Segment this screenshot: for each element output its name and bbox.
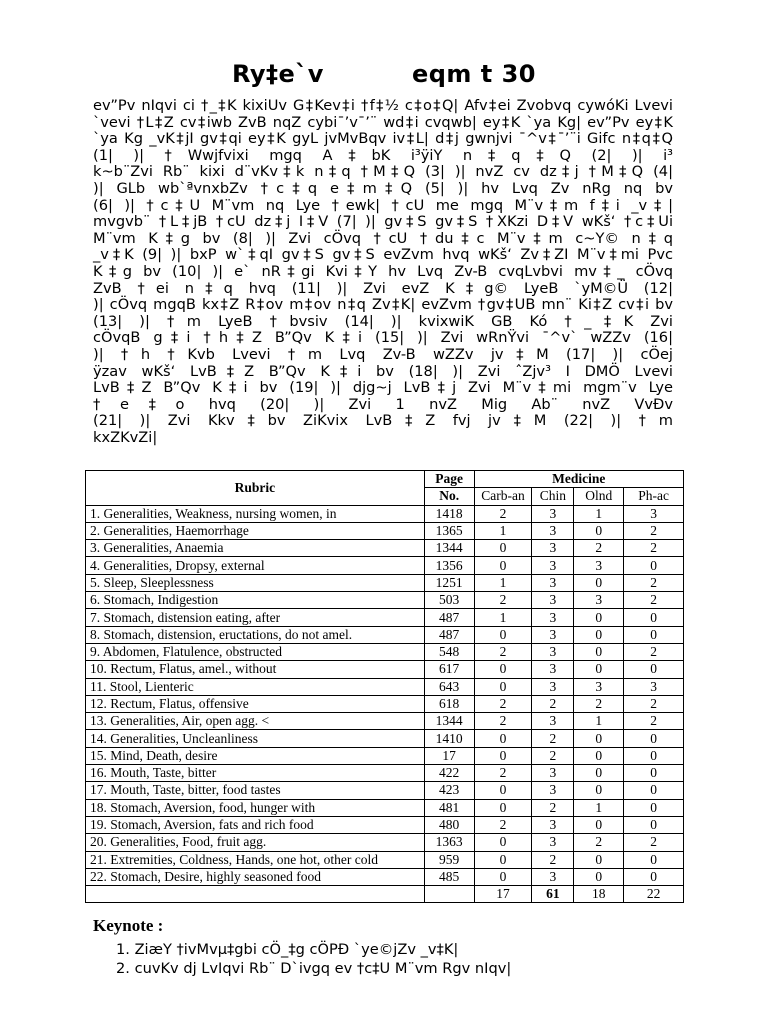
page-cell: 1363	[424, 834, 474, 851]
medicine-score-cell: 3	[532, 678, 574, 695]
medicine-score-cell: 0	[624, 730, 684, 747]
paragraph-line: M¨vm K‡g bv (8| )| Zvi cÖvq †cU †du‡c M¨v‡m c~Y© n‡q	[93, 229, 673, 247]
medicine-score-cell: 2	[474, 816, 532, 833]
medicine-score-cell: 0	[574, 765, 624, 782]
repertorisation-table	[85, 470, 684, 903]
medicine-score-cell: 0	[624, 816, 684, 833]
medicine-score-cell: 0	[574, 643, 624, 660]
page-cell: 481	[424, 799, 474, 816]
table-row	[86, 730, 684, 747]
table-row	[86, 661, 684, 678]
rubric-cell: 21. Extremities, Coldness, Hands, one hot, other cold	[86, 851, 425, 868]
medicine-score-cell: 3	[532, 834, 574, 851]
medicine-score-cell: 2	[574, 834, 624, 851]
medicine-score-cell: 0	[474, 557, 532, 574]
table-row	[86, 592, 684, 609]
medicine-score-cell: 2	[474, 695, 532, 712]
medicine-score-cell: 0	[574, 782, 624, 799]
medicine-score-cell: 2	[532, 695, 574, 712]
table-row	[86, 816, 684, 833]
medicine-score-cell: 0	[624, 799, 684, 816]
totals-empty-cell	[86, 886, 425, 903]
medicine-score-cell: 0	[474, 868, 532, 885]
medicine-score-cell: 0	[474, 851, 532, 868]
page-header-line-2: No.	[424, 488, 474, 505]
medicine-score-cell: 3	[532, 574, 574, 591]
medicine-score-cell: 3	[532, 713, 574, 730]
medicine-score-cell: 1	[474, 522, 532, 539]
page-cell: 617	[424, 661, 474, 678]
medicine-score-cell: 0	[474, 782, 532, 799]
medicine-score-cell: 3	[532, 661, 574, 678]
medicine-score-cell: 3	[532, 540, 574, 557]
medicine-score-cell: 1	[474, 574, 532, 591]
table-row	[86, 643, 684, 660]
medicine-score-cell: 0	[624, 747, 684, 764]
medicine-score-cell: 0	[574, 868, 624, 885]
paragraph-line: (21| )| Zvi Kkv‡bv ZiKvix LvB‡Z fvj jv‡M (22| )| †m	[93, 412, 673, 430]
page-cell: 1356	[424, 557, 474, 574]
medicine-header: Medicine	[474, 471, 683, 488]
medicine-score-cell: 0	[624, 626, 684, 643]
medicine-score-cell: 0	[624, 609, 684, 626]
medicine-score-cell: 0	[574, 661, 624, 678]
medicine-score-cell: 2	[624, 522, 684, 539]
medicine-score-cell: 0	[474, 626, 532, 643]
medicine-score-cell: 2	[474, 505, 532, 522]
page-title	[0, 60, 768, 88]
medicine-score-cell: 2	[532, 851, 574, 868]
paragraph-line: (1| )| †Wwjfvixi mgq A‡bK i³ÿiY n‡q‡Q (2| )| i³	[93, 146, 673, 164]
medicine-score-cell: 3	[624, 678, 684, 695]
paragraph-line: kxZKvZi|	[93, 428, 158, 446]
medicine-score-cell: 0	[574, 626, 624, 643]
medicine-score-cell: 0	[474, 540, 532, 557]
medicine-score-cell: 2	[624, 592, 684, 609]
rubric-cell: 20. Generalities, Food, fruit agg.	[86, 834, 425, 851]
medicine-score-cell: 3	[574, 592, 624, 609]
rubric-cell: 9. Abdomen, Flatulence, obstructed	[86, 643, 425, 660]
medicine-score-cell: 2	[474, 713, 532, 730]
table-row	[86, 834, 684, 851]
total-score-cell: 18	[574, 886, 624, 903]
medicine-score-cell: 3	[532, 626, 574, 643]
medicine-score-cell: 3	[532, 816, 574, 833]
medicine-score-cell: 0	[574, 851, 624, 868]
rubric-cell: 14. Generalities, Uncleanliness	[86, 730, 425, 747]
medicine-score-cell: 0	[574, 747, 624, 764]
page-cell: 618	[424, 695, 474, 712]
medicine-score-cell: 2	[532, 799, 574, 816]
table-row	[86, 574, 684, 591]
medicine-header-olnd: Olnd	[574, 488, 624, 505]
table-row	[86, 626, 684, 643]
rubric-header: Rubric	[86, 471, 425, 506]
medicine-score-cell: 2	[474, 765, 532, 782]
rubric-cell: 3. Generalities, Anaemia	[86, 540, 425, 557]
rubric-cell: 1. Generalities, Weakness, nursing women, in	[86, 505, 425, 522]
rubric-cell: 5. Sleep, Sleeplessness	[86, 574, 425, 591]
medicine-score-cell: 3	[532, 782, 574, 799]
medicine-score-cell: 2	[574, 695, 624, 712]
paragraph-line: mvgvb¨ †L‡jB †cU dz‡j I‡V (7| )| gv‡S gv‡S †XKzi D‡V wKš‘ †c‡Ui	[93, 213, 673, 231]
medicine-header-carb-an: Carb-an	[474, 488, 532, 505]
total-score-cell: 61	[532, 886, 574, 903]
table-row	[86, 713, 684, 730]
paragraph-line: (6| )| †c‡U M¨vm nq Lye †ewk| †cU me mgq M¨v‡m f‡i _v‡|	[93, 196, 673, 214]
table-row	[86, 678, 684, 695]
medicine-score-cell: 0	[474, 799, 532, 816]
medicine-score-cell: 0	[474, 747, 532, 764]
table-row	[86, 868, 684, 885]
totals-row	[86, 886, 684, 903]
medicine-score-cell: 0	[624, 557, 684, 574]
title-part-2: eqm t 30	[411, 60, 536, 88]
rubric-cell: 11. Stool, Lienteric	[86, 678, 425, 695]
page-cell: 1365	[424, 522, 474, 539]
case-paragraph	[93, 98, 673, 446]
total-score-cell: 22	[624, 886, 684, 903]
page-cell: 1344	[424, 713, 474, 730]
medicine-score-cell: 0	[474, 678, 532, 695]
page-cell: 487	[424, 609, 474, 626]
table-row	[86, 557, 684, 574]
keynote-item: 1. ZiæY †ivMvµ‡gbi cÖ_‡g cÖPÐ `ye©jZv _v‡K|	[116, 941, 459, 958]
medicine-score-cell: 0	[624, 765, 684, 782]
rubric-cell: 15. Mind, Death, desire	[86, 747, 425, 764]
page-cell: 548	[424, 643, 474, 660]
rubric-cell: 8. Stomach, distension, eructations, do not amel.	[86, 626, 425, 643]
table-row	[86, 522, 684, 539]
medicine-score-cell: 2	[532, 747, 574, 764]
page-cell: 643	[424, 678, 474, 695]
paragraph-line: (13| )| †m LyeB †bvsiv (14| )| kvixwiK GB Kó †_‡K Zvi	[93, 312, 673, 330]
paragraph-line: ev”Pv nIqvi ci †_‡K kixiUv G‡Kev‡i †f‡½ c‡o‡Q| Afv‡ei Zvobvq cywóKi Lvevi	[93, 97, 673, 114]
table-row	[86, 609, 684, 626]
paragraph-line: _v‡K (9| )| bxP w`‡qI gv‡S gv‡S evZvm hvq wKš‘ Zv‡ZI M¨v‡mi Pvc	[93, 246, 673, 264]
medicine-score-cell: 3	[532, 522, 574, 539]
page-cell: 422	[424, 765, 474, 782]
rubric-cell: 6. Stomach, Indigestion	[86, 592, 425, 609]
rubric-cell: 2. Generalities, Haemorrhage	[86, 522, 425, 539]
medicine-score-cell: 2	[474, 592, 532, 609]
title-part-1: Ry‡e`v	[231, 60, 324, 88]
paragraph-line: `vevi †L‡Z cv‡iwb ZvB nqZ cybi¯’v¯’¨ wd‡i cvqwb| ey‡K `ya Kg| ev”Pv ey‡K	[93, 113, 673, 131]
paragraph-line: )| GLb wb`ªvnxbZv †c‡q e‡m‡Q (5| )| hv Lvq Zv nRg nq bv	[93, 179, 673, 197]
paragraph-line: cÖvqB g‡i †h‡Z B”Qv K‡i (15| )| Zvi wRnŸvi ¯^v` wZZv (16|	[93, 329, 673, 347]
page-header-line-1: Page	[424, 471, 474, 488]
medicine-score-cell: 3	[532, 609, 574, 626]
table-row	[86, 851, 684, 868]
medicine-score-cell: 3	[532, 505, 574, 522]
medicine-score-cell: 3	[574, 557, 624, 574]
medicine-score-cell: 2	[624, 643, 684, 660]
medicine-score-cell: 3	[532, 868, 574, 885]
rubric-cell: 4. Generalities, Dropsy, external	[86, 557, 425, 574]
page-cell: 1418	[424, 505, 474, 522]
rubric-cell: 18. Stomach, Aversion, food, hunger with	[86, 799, 425, 816]
page-cell: 503	[424, 592, 474, 609]
table-header-row	[86, 471, 684, 488]
medicine-score-cell: 0	[624, 661, 684, 678]
medicine-score-cell: 1	[574, 505, 624, 522]
medicine-header-ph-ac: Ph-ac	[624, 488, 684, 505]
paragraph-line: )| †h †Kvb Lvevi †m Lvq Zv-B wZZv jv‡M (17| )| cÖej	[93, 345, 673, 363]
keynote-item: 2. cuvKv dj LvIqvi Rb¨ D`ivgq ev †c‡U M¨vm Rgv nIqv|	[116, 960, 512, 977]
medicine-score-cell: 3	[624, 505, 684, 522]
table-row	[86, 799, 684, 816]
medicine-score-cell: 0	[574, 574, 624, 591]
medicine-score-cell: 0	[474, 661, 532, 678]
table-row	[86, 765, 684, 782]
page-cell: 487	[424, 626, 474, 643]
paragraph-line: ÿzav wKš‘ LvB‡Z B”Qv K‡i bv (18| )| Zvi ˆZjv³ I DMÖ Lvevi	[93, 362, 673, 380]
page-cell: 1251	[424, 574, 474, 591]
medicine-score-cell: 0	[574, 522, 624, 539]
medicine-score-cell: 2	[574, 540, 624, 557]
paragraph-line: †e‡o hvq (20| )| Zvi 1 nvZ Mig Ab¨ nvZ VvÐv	[93, 395, 673, 413]
medicine-score-cell: 0	[624, 851, 684, 868]
medicine-header-chin: Chin	[532, 488, 574, 505]
paragraph-line: `ya Kg _vK‡jI gv‡qi ey‡K gyL jvMvBqv iv‡L| d‡j gwnjvi ¯^v‡¯’¨i Gifc n‡q‡Q	[93, 130, 673, 148]
total-score-cell: 17	[474, 886, 532, 903]
medicine-score-cell: 0	[574, 730, 624, 747]
medicine-score-cell: 3	[532, 592, 574, 609]
medicine-score-cell: 3	[532, 557, 574, 574]
medicine-score-cell: 2	[474, 643, 532, 660]
rubric-cell: 17. Mouth, Taste, bitter, food tastes	[86, 782, 425, 799]
medicine-score-cell: 1	[574, 799, 624, 816]
totals-empty-cell	[424, 886, 474, 903]
medicine-score-cell: 3	[532, 643, 574, 660]
paragraph-line: LvB‡Z B”Qv K‡i bv (19| )| djg~j LvB‡j Zvi M¨v‡mi mgm¨v Lye	[93, 379, 673, 397]
rubric-cell: 19. Stomach, Aversion, fats and rich food	[86, 816, 425, 833]
page-cell: 17	[424, 747, 474, 764]
page-cell: 1344	[424, 540, 474, 557]
medicine-score-cell: 0	[624, 782, 684, 799]
medicine-score-cell: 0	[574, 609, 624, 626]
rubric-cell: 12. Rectum, Flatus, offensive	[86, 695, 425, 712]
rubric-cell: 10. Rectum, Flatus, amel., without	[86, 661, 425, 678]
page-cell: 480	[424, 816, 474, 833]
keynote-heading: Keynote :	[93, 916, 164, 935]
paragraph-line: )| cÖvq mgqB kx‡Z R‡ov m‡ov n‡q Zv‡K| evZvm †gv‡UB mn¨ Ki‡Z cv‡i bv	[93, 296, 673, 314]
medicine-score-cell: 2	[624, 695, 684, 712]
medicine-score-cell: 3	[574, 678, 624, 695]
table-row	[86, 747, 684, 764]
table-row	[86, 505, 684, 522]
rubric-cell: 13. Generalities, Air, open agg. <	[86, 713, 425, 730]
medicine-score-cell: 2	[532, 730, 574, 747]
medicine-score-cell: 1	[474, 609, 532, 626]
medicine-score-cell: 1	[574, 713, 624, 730]
medicine-score-cell: 2	[624, 574, 684, 591]
rubric-cell: 16. Mouth, Taste, bitter	[86, 765, 425, 782]
paragraph-line: K‡g bv (10| )| e` nR‡gi Kvi‡Y hv Lvq Zv-B cvqLvbvi mv‡_ cÖvq	[93, 262, 673, 280]
rubric-cell: 22. Stomach, Desire, highly seasoned food	[86, 868, 425, 885]
medicine-score-cell: 2	[624, 713, 684, 730]
keynote-list	[116, 940, 511, 978]
medicine-score-cell: 2	[624, 540, 684, 557]
paragraph-line: ZvB †ei n‡q hvq (11| )| Zvi evZ K‡g© LyeB `yM©Ü (12|	[93, 279, 673, 297]
medicine-score-cell: 3	[532, 765, 574, 782]
table-row	[86, 695, 684, 712]
medicine-score-cell: 0	[574, 816, 624, 833]
page-cell: 485	[424, 868, 474, 885]
page-cell: 423	[424, 782, 474, 799]
table-row	[86, 782, 684, 799]
rubric-cell: 7. Stomach, distension eating, after	[86, 609, 425, 626]
medicine-score-cell: 0	[474, 834, 532, 851]
page-cell: 1410	[424, 730, 474, 747]
page-cell: 959	[424, 851, 474, 868]
medicine-score-cell: 0	[474, 730, 532, 747]
medicine-score-cell: 2	[624, 834, 684, 851]
paragraph-line: k~b¨Zvi Rb¨ kixi d¨vKv‡k n‡q †M‡Q (3| )| nvZ cv dz‡j †M‡Q (4|	[93, 163, 673, 181]
table-body	[86, 505, 684, 903]
table-row	[86, 540, 684, 557]
medicine-score-cell: 0	[624, 868, 684, 885]
